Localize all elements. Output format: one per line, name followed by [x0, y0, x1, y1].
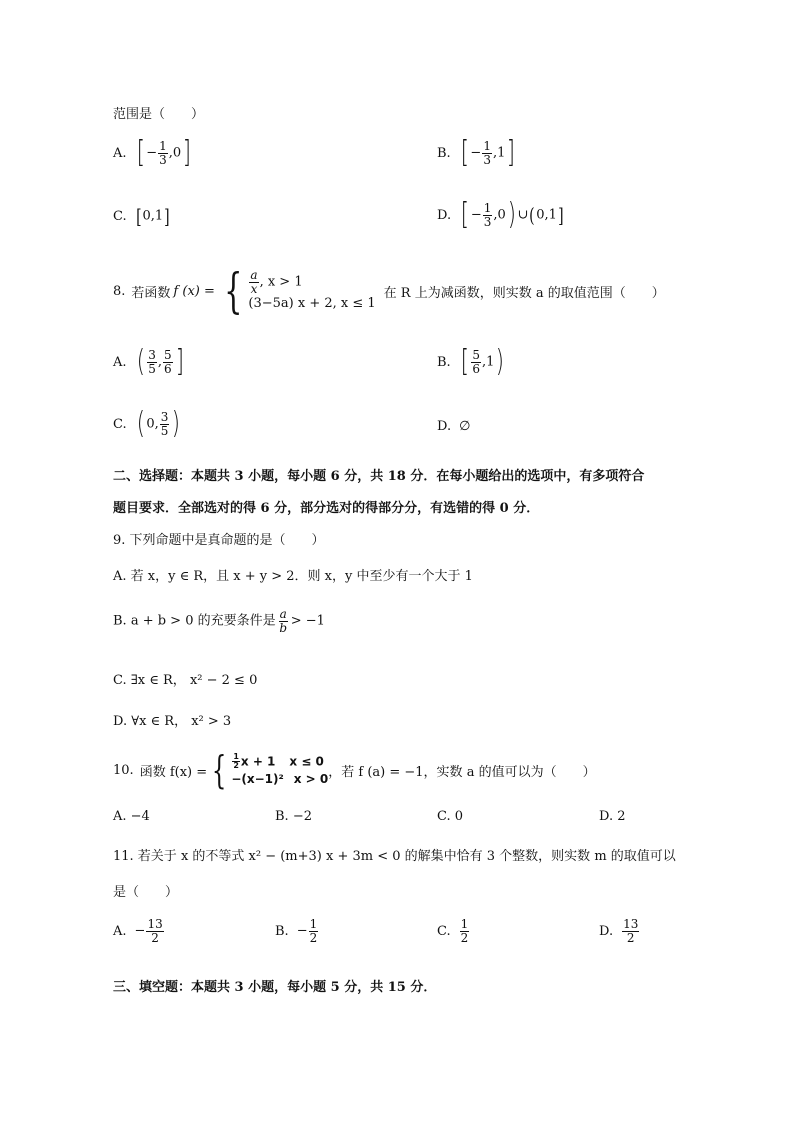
piecewise-row-1: $\frac{a}{x}$ , x > 1	[250, 268, 303, 297]
option-label: C.	[113, 416, 127, 432]
fraction: $\frac{13}{2}$	[147, 917, 163, 945]
q11-option-d	[599, 918, 640, 944]
option-label: B.	[275, 923, 289, 939]
q10-option-b: B. −2	[275, 809, 312, 824]
question-number: 10.	[113, 762, 134, 778]
option-text: 0,1	[536, 207, 557, 223]
stem-lead: 函数 f(x) =	[139, 764, 208, 780]
q11-stem-line-2: 是（ ）	[113, 885, 179, 900]
piecewise-rows	[231, 753, 328, 787]
question-number: 8.	[113, 283, 126, 299]
q11-option-c	[437, 918, 470, 944]
option-label: B.	[437, 145, 451, 161]
section-2-heading-line-2: 题目要求．全部选对的得 6 分，部分选对的得部分分，有选错的得 0 分．	[113, 501, 540, 516]
section-2-heading-line-1: 二、选择题：本题共 3 小题，每小题 6 分，共 18 分．在每小题给出的选项中，有多项符合	[113, 469, 645, 484]
option-label: A.	[113, 923, 127, 939]
option-label: C.	[113, 208, 127, 224]
fraction: $\frac{13}{2}$	[623, 917, 639, 945]
fraction: $\frac{a}{b}$	[279, 607, 288, 635]
q8-option-d	[437, 419, 470, 434]
union-symbol: ∪	[517, 207, 529, 223]
stem-tail: 在 R 上为减函数，则实数 a 的取值范围（ ）	[383, 285, 665, 301]
function-name: f (x) =	[173, 283, 215, 299]
fraction: $\frac{1}{2}$	[460, 917, 469, 945]
fraction: $\frac{3}{5}$	[160, 409, 169, 438]
empty-set-symbol: ∅	[459, 419, 471, 434]
left-brace: {	[211, 748, 227, 792]
q11-stem-line-1: 11. 若关于 x 的不等式 x² − (m+3) x + 3m < 0 的解集中恰有 3 个整数，则实数 m 的取值可以	[113, 849, 676, 864]
piecewise-rows	[248, 269, 375, 312]
option-tail: ,0	[168, 145, 182, 161]
option-text: 0,1	[142, 208, 164, 224]
option-mid: ,0	[493, 207, 506, 223]
fraction: $\frac{1}{3}$	[483, 200, 492, 229]
q9-option-a: A. 若 x，y ∈ R，且 x + y > 2．则 x，y 中至少有一个大于 1	[113, 569, 473, 584]
q9-option-b: B. a + b > 0 的充要条件是 $\frac{a}{b}$ > −1	[113, 607, 325, 635]
q8-option-c: C. ( 0, $\frac{3}{5}$ )	[113, 406, 181, 441]
q7-option-b: B. [ − $\frac{1}{3}$ ,1]	[437, 135, 516, 170]
option-label: D.	[599, 923, 614, 939]
q8-option-a: A. ( $\frac{3}{5}$ , $\frac{5}{6}$ ]	[113, 344, 184, 379]
option-pre: 0,	[146, 416, 159, 432]
option-label: C.	[437, 923, 451, 939]
fraction: $\frac{3}{5}$	[148, 347, 156, 376]
q10-option-a: A. −4	[113, 809, 150, 824]
stem-lead: 若函数	[131, 285, 171, 301]
section-3-heading: 三、填空题：本题共 3 小题，每小题 5 分，共 15 分．	[113, 980, 437, 995]
q8-option-b: B. [ $\frac{5}{6}$ ,1)	[437, 344, 505, 379]
option-label: B.	[437, 354, 451, 370]
minus-sign: −	[470, 145, 482, 161]
q10-option-d: D. 2	[599, 809, 626, 824]
left-brace: {	[223, 263, 243, 319]
fraction: $\frac{5}{6}$	[472, 347, 481, 376]
option-tail: ,1	[492, 145, 506, 161]
stem-tail: ，若 f (a) = −1，实数 a 的值可以为（ ）	[328, 764, 596, 780]
minus-sign: −	[296, 923, 308, 939]
piecewise-row-2: −(x−1)² x > 0	[231, 771, 329, 786]
q9-stem: 9. 下列命题中是真命题的是（ ）	[113, 533, 325, 548]
option-label: D.	[437, 207, 452, 223]
q9-option-d: D. ∀x ∈ R， x² > 3	[113, 714, 232, 729]
option-label: A.	[113, 145, 127, 161]
q11-option-a	[113, 918, 165, 944]
fraction: $\frac{5}{6}$	[164, 347, 172, 376]
q7-option-d: D. [ − $\frac{1}{3}$ ,0) ∪(0,1]	[437, 197, 564, 232]
option-label: A.	[113, 354, 127, 370]
minus-sign: −	[470, 207, 482, 223]
piecewise-row-1: $\frac{1}{2}$ x + 1 x ≤ 0	[233, 752, 324, 771]
q10-option-c: C. 0	[437, 809, 464, 824]
option-label: D.	[437, 419, 452, 434]
q7-option-a: A. [ − $\frac{1}{3}$ ,0]	[113, 135, 192, 170]
minus-sign: −	[134, 923, 146, 939]
q10-stem	[113, 748, 596, 792]
fraction: $\frac{1}{3}$	[483, 138, 491, 167]
q8-stem	[113, 261, 665, 321]
q7-stem-tail: 范围是（ ）	[113, 107, 205, 122]
option-tail: ,1	[482, 354, 495, 370]
q7-option-c: C. [0,1]	[113, 204, 170, 228]
q11-option-b	[275, 918, 319, 944]
fraction: $\frac{1}{3}$	[159, 138, 167, 167]
piecewise-row-2: (3−5a) x + 2, x ≤ 1	[248, 295, 376, 311]
fraction: $\frac{1}{2}$	[309, 917, 318, 945]
q9-option-c: C. ∃x ∈ R， x² − 2 ≤ 0	[113, 673, 258, 688]
minus-sign: −	[146, 145, 158, 161]
